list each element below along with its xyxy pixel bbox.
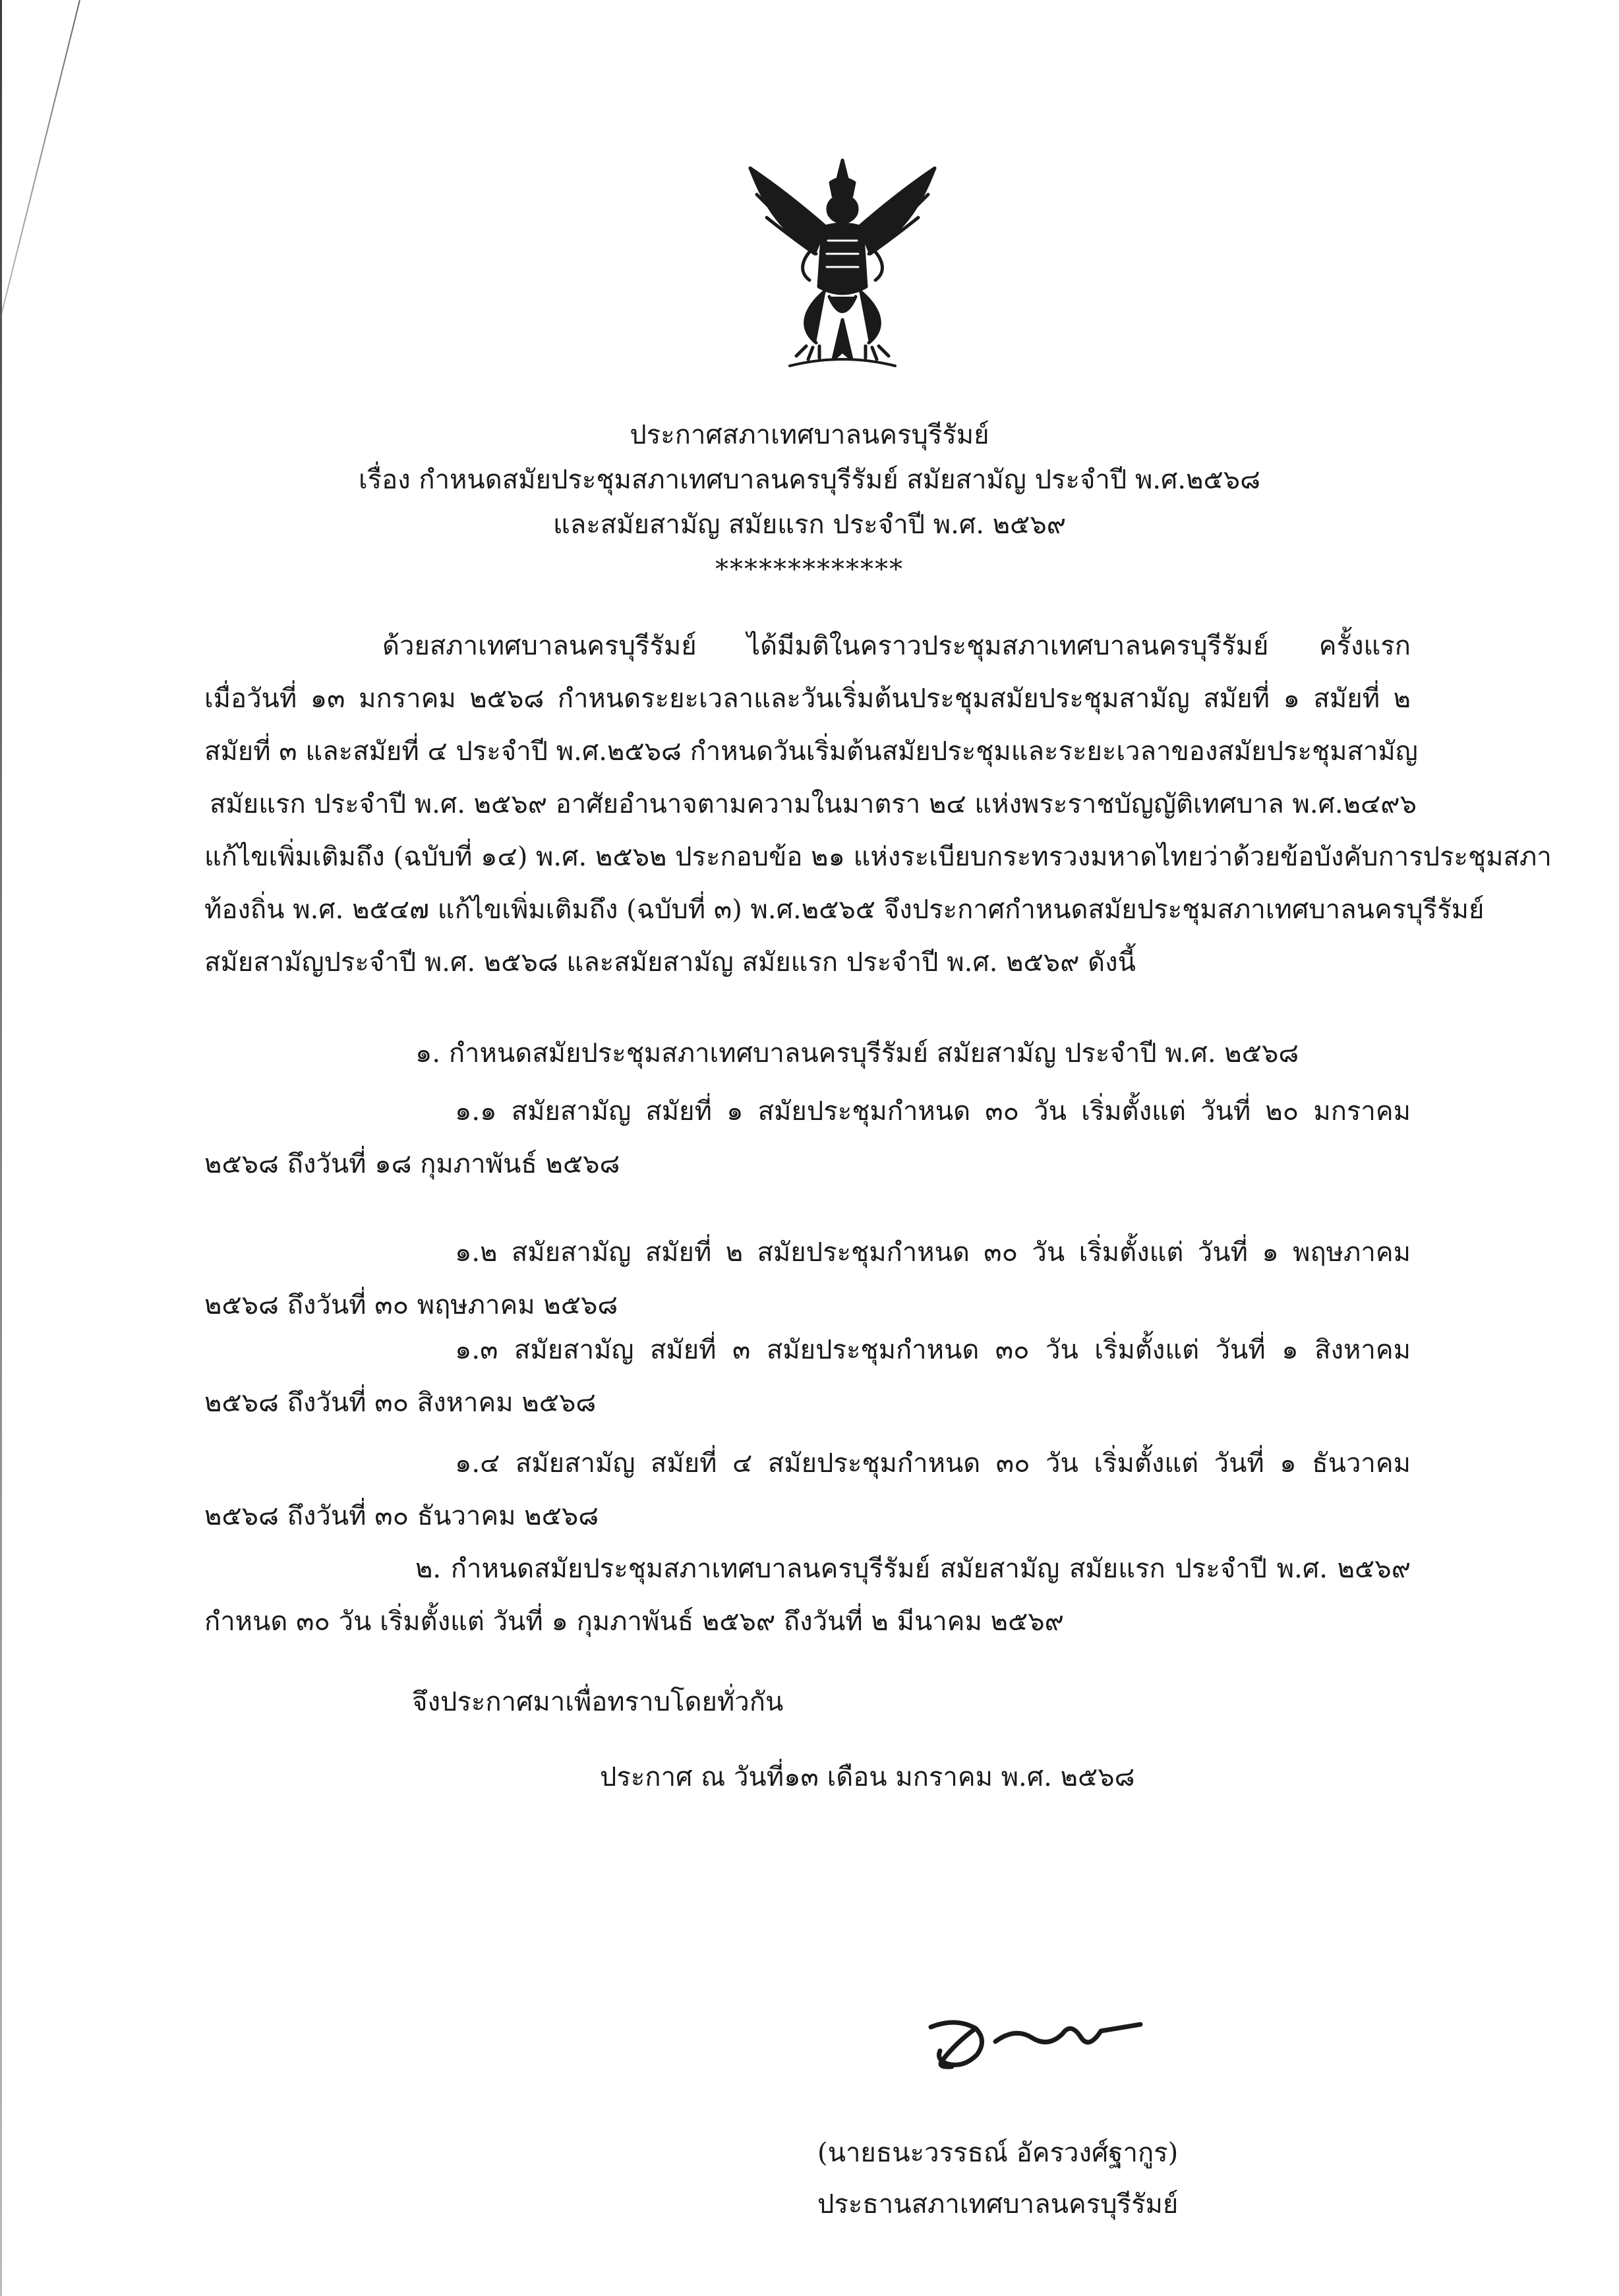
item-1-3-line-2: ๒๕๖๘ ถึงวันที่ ๓๐ สิงหาคม ๒๕๖๘ (204, 1388, 597, 1418)
item-1-1-line-1: ๑.๑ สมัยสามัญ สมัยที่ ๑ สมัยประชุมกำหนด ๓๐ วัน เริ่มตั้งแต่ วันที่ ๒๐ มกราคม (455, 1096, 1411, 1127)
intro-line-4: สมัยแรก ประจำปี พ.ศ. ๒๕๖๙ อาศัยอำนาจตามความในมาตรา ๒๔ แห่งพระราชบัญญัติเทศบาล พ.ศ.๒๔๙๖ (210, 789, 1417, 819)
garuda-emblem-icon (744, 155, 941, 379)
item-2-line-2: กำหนด ๓๐ วัน เริ่มตั้งแต่ วันที่ ๑ กุมภาพันธ์ ๒๕๖๙ ถึงวันที่ ๒ มีนาคม ๒๕๖๙ (204, 1606, 1064, 1637)
item-1-4-line-2: ๒๕๖๘ ถึงวันที่ ๓๐ ธันวาคม ๒๕๖๘ (204, 1501, 599, 1531)
separator: ************* (715, 554, 904, 585)
subject-line-1: เรื่อง กำหนดสมัยประชุมสภาเทศบาลนครบุรีรัมย์ สมัยสามัญ ประจำปี พ.ศ.๒๕๖๘ (358, 465, 1261, 495)
item-1-2-line-2: ๒๕๖๘ ถึงวันที่ ๓๐ พฤษภาคม ๒๕๖๘ (204, 1290, 618, 1320)
intro-line-2: เมื่อวันที่ ๑๓ มกราคม ๒๕๖๘ กำหนดระยะเวลาและวันเริ่มต้นประชุมสมัยประชุมสามัญ สมัยที่ ๑ สมัยที่ ๒ (204, 684, 1411, 714)
item-1-4-line-1: ๑.๔ สมัยสามัญ สมัยที่ ๔ สมัยประชุมกำหนด ๓๐ วัน เริ่มตั้งแต่ วันที่ ๑ ธันวาคม (455, 1448, 1411, 1479)
intro-line-6: ท้องถิ่น พ.ศ. ๒๕๔๗ แก้ไขเพิ่มเติมถึง (ฉบับที่ ๓) พ.ศ.๒๕๖๕ จึงประกาศกำหนดสมัยประชุมสภาเทศบาลนครบุรีรัมย์ (204, 895, 1485, 925)
intro-line-1: ด้วยสภาเทศบาลนครบุรีรัมย์ ได้มีมติในคราวประชุมสภาเทศบาลนครบุรีรัมย์ ครั้งแรก (382, 631, 1411, 661)
item-1-1-line-2: ๒๕๖๘ ถึงวันที่ ๑๘ กุมภาพันธ์ ๒๕๖๘ (204, 1149, 620, 1179)
document-title: ประกาศสภาเทศบาลนครบุรีรัมย์ (630, 420, 989, 450)
subject-line-2: และสมัยสามัญ สมัยแรก ประจำปี พ.ศ. ๒๕๖๙ (552, 510, 1067, 540)
intro-line-7: สมัยสามัญประจำปี พ.ศ. ๒๕๖๘ และสมัยสามัญ สมัยแรก ประจำปี พ.ศ. ๒๕๖๙ ดังนี้ (204, 947, 1136, 978)
intro-line-3: สมัยที่ ๓ และสมัยที่ ๔ ประจำปี พ.ศ.๒๕๖๘ กำหนดวันเริ่มต้นสมัยประชุมและระยะเวลาของสมัยประชุมสามัญ (204, 736, 1418, 767)
item-2-line-1: ๒. กำหนดสมัยประชุมสภาเทศบาลนครบุรีรัมย์ สมัยสามัญ สมัยแรก ประจำปี พ.ศ. ๒๕๖๙ (415, 1554, 1411, 1584)
scan-edge (0, 0, 2, 2296)
intro-line-5: แก้ไขเพิ่มเติมถึง (ฉบับที่ ๑๔) พ.ศ. ๒๕๖๒ ประกอบข้อ ๒๑ แห่งระเบียบกระทรวงมหาดไทยว่าด้วยข้อบังคับการประชุมสภา (204, 842, 1552, 872)
signatory-position: ประธานสภาเทศบาลนครบุรีรัมย์ (817, 2189, 1179, 2220)
signatory-name: (นายธนะวรรธณ์ อัครวงศ์ฐากูร) (817, 2138, 1179, 2168)
item-1-3-line-1: ๑.๓ สมัยสามัญ สมัยที่ ๓ สมัยประชุมกำหนด ๓๐ วัน เริ่มตั้งแต่ วันที่ ๑ สิงหาคม (455, 1335, 1411, 1365)
announcement-date: ประกาศ ณ วันที่๑๓ เดือน มกราคม พ.ศ. ๒๕๖๘ (600, 1762, 1135, 1792)
item-1-heading: ๑. กำหนดสมัยประชุมสภาเทศบาลนครบุรีรัมย์ สมัยสามัญ ประจำปี พ.ศ. ๒๕๖๘ (415, 1038, 1299, 1069)
signature-mark-icon (916, 2001, 1154, 2080)
item-1-2-line-1: ๑.๒ สมัยสามัญ สมัยที่ ๒ สมัยประชุมกำหนด ๓๐ วัน เริ่มตั้งแต่ วันที่ ๑ พฤษภาคม (455, 1237, 1411, 1268)
closing-statement: จึงประกาศมาเพื่อทราบโดยทั่วกัน (412, 1687, 784, 1717)
